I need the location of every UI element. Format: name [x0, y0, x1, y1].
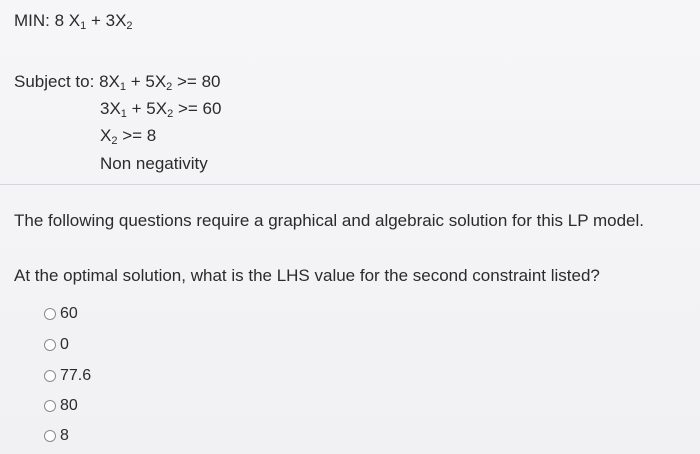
answer-label: 60 — [60, 305, 78, 322]
constraint-1-sub-1: 1 — [119, 81, 126, 93]
answer-label: 8 — [60, 427, 69, 444]
instructions-text: The following questions require a graphical and algebraic solution for this LP model. — [14, 211, 645, 230]
answer-label: 0 — [60, 336, 69, 353]
answer-label: 80 — [60, 397, 78, 414]
constraint-1-term-a: 8X — [99, 72, 120, 91]
constraint-1-rhs: >= 80 — [172, 72, 221, 91]
constraint-3-sub-1: 2 — [111, 135, 118, 147]
radio-button[interactable] — [44, 430, 56, 442]
answer-option-2[interactable] — [44, 336, 69, 354]
objective-subscript-2: 2 — [126, 20, 133, 32]
answer-option-4[interactable] — [44, 397, 78, 415]
constraint-1 — [14, 72, 221, 92]
objective-text: MIN: 8 X — [14, 11, 81, 30]
answer-label: 77.6 — [60, 367, 92, 384]
constraint-2-term-a: 3X — [100, 99, 121, 118]
constraint-2 — [100, 99, 221, 119]
objective-subscript-1: 1 — [80, 20, 87, 32]
constraint-3-term-a: X — [100, 126, 112, 145]
constraint-1-term-b: + 5X — [125, 72, 167, 91]
answer-option-1[interactable] — [44, 305, 78, 323]
question-text: At the optimal solution, what is the LHS value for the second constraint listed? — [14, 266, 600, 285]
answer-option-5[interactable] — [44, 427, 69, 445]
constraint-2-sub-1: 1 — [120, 108, 127, 120]
radio-button[interactable] — [44, 339, 56, 351]
answer-option-3[interactable] — [44, 367, 91, 385]
radio-button[interactable] — [44, 400, 56, 412]
constraint-3 — [100, 126, 156, 146]
constraint-3-rhs: >= 8 — [117, 126, 157, 145]
objective-text-2: + 3X — [86, 11, 127, 30]
radio-button[interactable] — [44, 308, 56, 320]
constraint-4: Non negativity — [100, 154, 208, 173]
constraint-2-term-b: + 5X — [126, 99, 168, 118]
divider — [0, 184, 700, 185]
constraint-2-sub-2: 2 — [167, 108, 174, 120]
objective-function — [14, 11, 133, 31]
constraint-2-rhs: >= 60 — [173, 99, 222, 118]
constraint-1-sub-2: 2 — [166, 81, 173, 93]
radio-button[interactable] — [44, 370, 56, 382]
subject-to-label: Subject to: — [14, 72, 100, 91]
